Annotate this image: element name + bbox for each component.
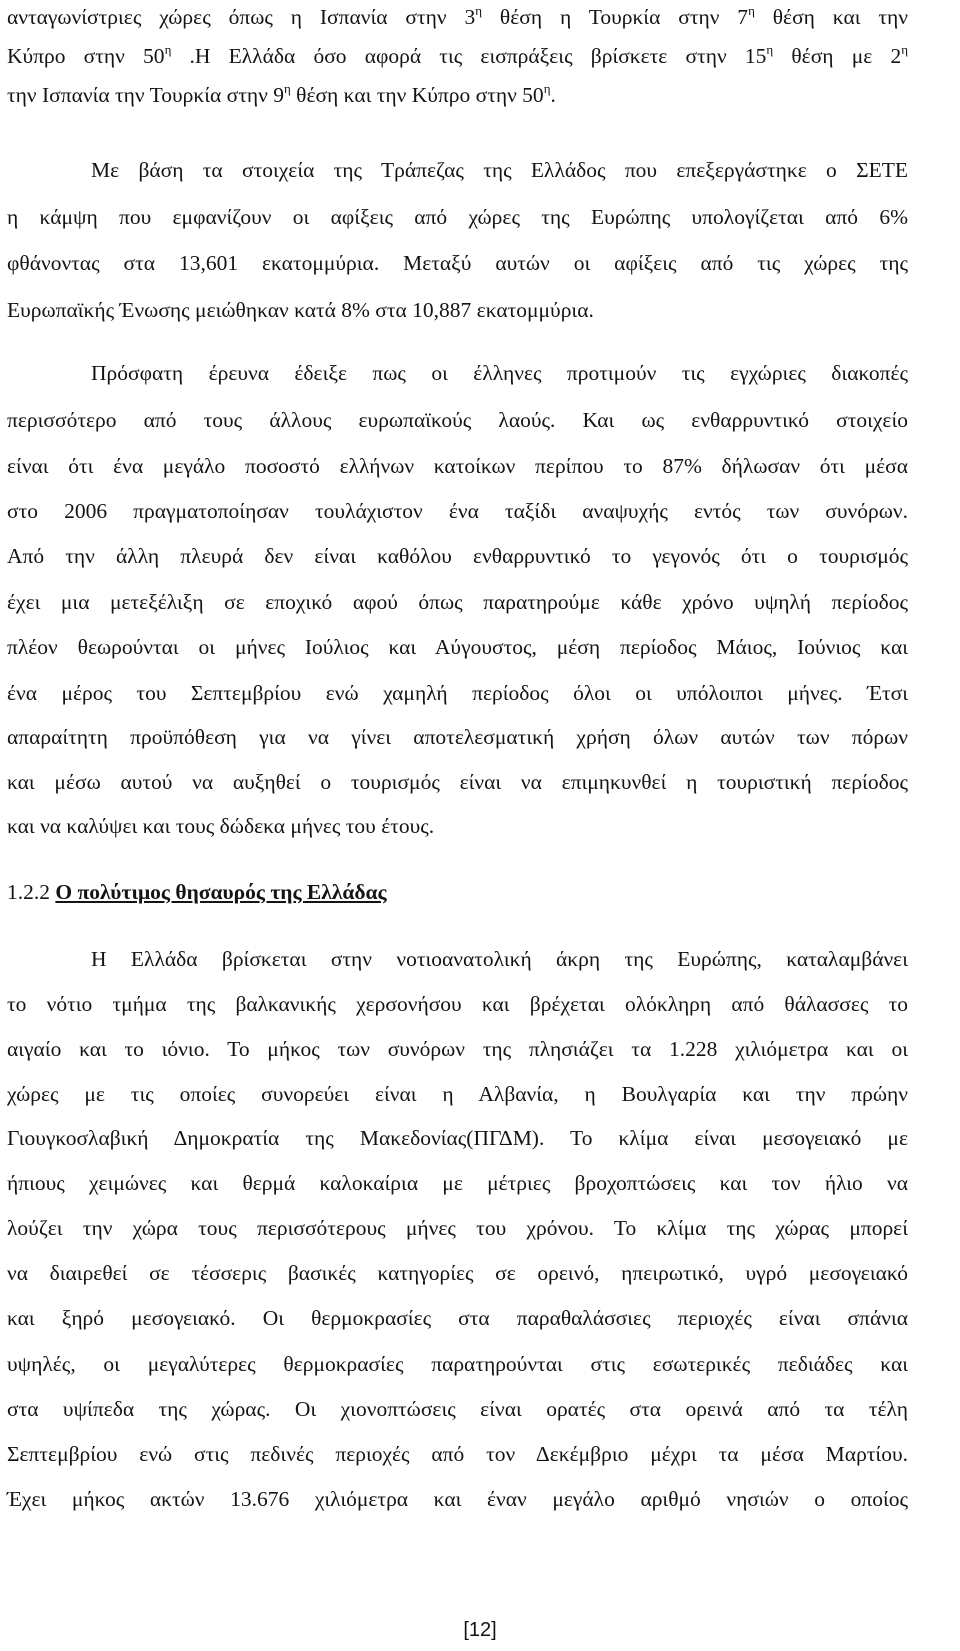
text-line: Κύπρο στην $50^\eta$ .Η Ελλάδα όσο αφορά τις εισπράξεις βρίσκετε στην $15^\eta$ θέση με $2^\eta$ xyxy=(7,41,909,68)
text-line: φθάνοντας στα 13,601 εκατομμύρια. Μεταξύ αυτών οι αφίξεις από τις χώρες της xyxy=(7,251,908,275)
text-line: η κάμψη που εμφανίζουν οι αφίξεις από χώρες της Ευρώπης υπολογίζεται από 6% xyxy=(7,205,908,229)
text-line: και ξηρό μεσογειακό. Οι θερμοκρασίες στα παραθαλάσσιες περιοχές είναι σπάνια xyxy=(7,1306,908,1330)
text-line: να διαιρεθεί σε τέσσερις βασικές κατηγορίες σε ορεινό, ηπειρωτικό, υγρό μεσογειακό xyxy=(7,1261,908,1285)
text-line: λούζει την χώρα τους περισσότερους μήνες του χρόνου. Το κλίμα της χώρας μπορεί xyxy=(7,1216,908,1240)
text-line: Με βάση τα στοιχεία της Τράπεζας της Ελλάδος που επεξεργάστηκε ο ΣΕΤΕ xyxy=(91,158,908,182)
text-line: Σεπτεμβρίου ενώ στις πεδινές περιοχές από τον Δεκέμβριο μέχρι τα μέσα Μαρτίου. xyxy=(7,1442,908,1466)
section-heading xyxy=(7,877,908,907)
text-line: και μέσω αυτού να αυξηθεί ο τουρισμός είναι να επιμηκυνθεί η τουριστική περίοδος xyxy=(7,770,908,794)
text-line: έχει μια μετεξέλιξη σε εποχικό αφού όπως παρατηρούμε κάθε χρόνο υψηλή περίοδος xyxy=(7,590,908,614)
text-line: αιγαίο και το ιόνιο. Το μήκος των συνόρων της πλησιάζει τα 1.228 χιλιόμετρα και οι xyxy=(7,1037,908,1061)
text-line: Έχει μήκος ακτών 13.676 χιλιόμετρα και έναν μεγάλο αριθμό νησιών ο οποίος xyxy=(7,1487,908,1511)
text-line: Γιουγκοσλαβική Δημοκρατία της Μακεδονίας(ΠΓΔΜ). Το κλίμα είναι μεσογειακό με xyxy=(7,1126,908,1150)
text-line: υψηλές, οι μεγαλύτερες θερμοκρασίες παρατηρούνται στις εσωτερικές πεδιάδες και xyxy=(7,1352,908,1376)
text-line: την Ισπανία την Τουρκία στην $9^\eta$ θέση και την Κύπρο στην $50^\eta$. xyxy=(7,80,556,107)
text-line: Ευρωπαϊκής Ένωσης μειώθηκαν κατά 8% στα 10,887 εκατομμύρια. xyxy=(7,298,594,322)
text-line: το νότιο τμήμα της βαλκανικής χερσονήσου και βρέχεται ολόκληρη από θάλασσες το xyxy=(7,992,908,1016)
text-line: και να καλύψει και τους δώδεκα μήνες του έτους. xyxy=(7,814,435,838)
text-line: στο 2006 πραγματοποίησαν τουλάχιστον ένα ταξίδι αναψυχής εντός των συνόρων. xyxy=(7,499,908,523)
text-line: στα υψίπεδα της χώρας. Οι χιονοπτώσεις είναι ορατές στα ορεινά από τα τέλη xyxy=(7,1397,908,1421)
text-line: ήπιους χειμώνες και θερμά καλοκαίρια με μέτριες βροχοπτώσεις και τον ήλιο να xyxy=(7,1171,908,1195)
text-line: περισσότερο από τους άλλους ευρωπαϊκούς λαούς. Και ως ενθαρρυντικό στοιχείο xyxy=(7,408,908,432)
text-line: ανταγωνίστριες χώρες όπως η Ισπανία στην $3^\eta$ θέση η Τουρκία στην $7^\eta$ θέση και την xyxy=(7,2,908,29)
text-line: ένα μέρος του Σεπτεμβρίου ενώ χαμηλή περίοδος όλοι οι υπόλοιποι μήνες. Έτσι xyxy=(7,681,908,705)
section-number: 1.2.2 xyxy=(7,880,50,904)
text-line: Πρόσφατη έρευνα έδειξε πως οι έλληνες προτιμούν τις εγχώριες διακοπές xyxy=(91,361,908,385)
section-title: Ο πολύτιμος θησαυρός της Ελλάδας xyxy=(55,880,387,904)
text-line: Η Ελλάδα βρίσκεται στην νοτιοανατολική άκρη της Ευρώπης, καταλαμβάνει xyxy=(91,947,908,971)
text-line: πλέον θεωρούνται οι μήνες Ιούλιος και Αύγουστος, μέση περίοδος Μάιος, Ιούνιος και xyxy=(7,635,908,659)
page-number: [12] xyxy=(463,1619,497,1641)
text-line: χώρες με τις οποίες συνορεύει είναι η Αλβανία, η Βουλγαρία και την πρώην xyxy=(7,1082,908,1106)
text-line: είναι ότι ένα μεγάλο ποσοστό ελλήνων κατοίκων περίπου το 87% δήλωσαν ότι μέσα xyxy=(7,454,908,478)
text-line: Από την άλλη πλευρά δεν είναι καθόλου ενθαρρυντικό το γεγονός ότι ο τουρισμός xyxy=(7,544,908,568)
text-line: απαραίτητη προϋπόθεση για να γίνει αποτελεσματική χρήση όλων αυτών των πόρων xyxy=(7,725,908,749)
